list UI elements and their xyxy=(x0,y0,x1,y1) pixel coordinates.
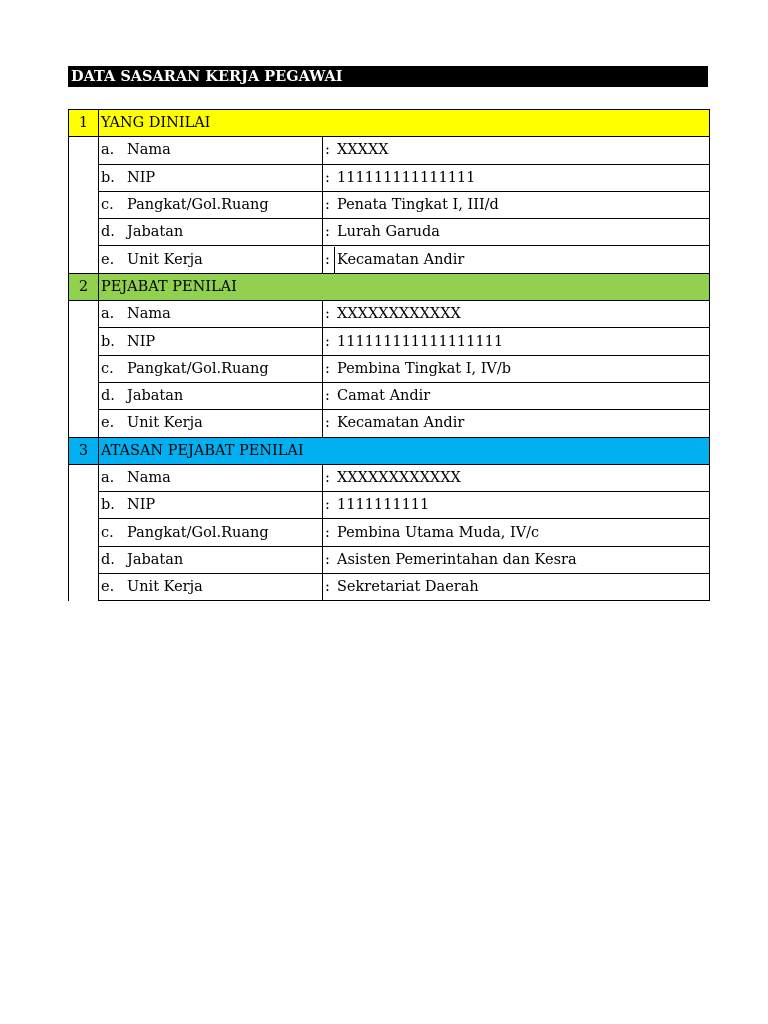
field-value-cell xyxy=(323,328,710,355)
table-row xyxy=(69,355,710,382)
section-number: 2 xyxy=(69,273,99,300)
field-value-cell xyxy=(323,382,710,409)
field-label: Unit Kerja xyxy=(127,415,203,432)
colon: : xyxy=(325,551,330,568)
field-label-cell xyxy=(99,301,323,328)
colon: : xyxy=(325,169,330,186)
field-label: NIP xyxy=(127,333,156,350)
field-label: Nama xyxy=(127,142,171,159)
table-row xyxy=(69,382,710,409)
row-letter: c. xyxy=(101,360,114,377)
section-spacer xyxy=(69,137,99,273)
section-spacer xyxy=(69,464,99,600)
colon: : xyxy=(325,497,330,514)
field-value-cell xyxy=(323,492,710,519)
colon: : xyxy=(325,388,330,405)
field-label: Pangkat/Gol.Ruang xyxy=(127,360,269,377)
field-value: XXXXXXXXXXXX xyxy=(337,306,461,323)
table-row xyxy=(69,191,710,218)
table-row xyxy=(69,328,710,355)
colon: : xyxy=(325,579,330,596)
table-row xyxy=(69,137,710,164)
colon: : xyxy=(325,470,330,486)
field-label: Unit Kerja xyxy=(127,251,203,268)
colon: : xyxy=(325,333,330,350)
row-letter: b. xyxy=(101,169,115,186)
section-title: ATASAN PEJABAT PENILAI xyxy=(99,437,710,464)
colon: : xyxy=(325,360,330,377)
field-label-cell xyxy=(99,246,323,273)
table-row xyxy=(69,574,710,601)
field-label: Jabatan xyxy=(127,224,184,241)
field-label-cell xyxy=(99,410,323,437)
table-row xyxy=(69,164,710,191)
row-letter: e. xyxy=(101,579,115,596)
field-label-cell xyxy=(99,191,323,218)
field-value: XXXXXXXXXXXX xyxy=(337,470,461,486)
field-value-cell xyxy=(323,301,710,328)
field-label: NIP xyxy=(127,169,156,186)
field-value-cell xyxy=(323,410,710,437)
section-header-pejabat-penilai xyxy=(69,273,710,300)
table-row xyxy=(69,246,710,273)
field-label: Nama xyxy=(127,470,171,486)
field-label-cell xyxy=(99,546,323,573)
row-letter: b. xyxy=(101,497,115,514)
field-value-cell xyxy=(323,246,710,273)
field-value: 111111111111111 xyxy=(337,169,476,186)
field-label: Jabatan xyxy=(127,551,184,568)
field-value-cell xyxy=(323,137,710,164)
field-value: Penata Tingkat I, III/d xyxy=(337,197,499,214)
colon: : xyxy=(325,197,330,214)
field-label-cell xyxy=(99,464,323,491)
field-value: Kecamatan Andir xyxy=(337,415,465,432)
field-label-cell xyxy=(99,137,323,164)
field-value-cell xyxy=(323,355,710,382)
row-letter: b. xyxy=(101,333,115,350)
row-letter: d. xyxy=(101,551,115,568)
row-letter: d. xyxy=(101,224,115,241)
field-value: Sekretariat Daerah xyxy=(337,579,479,596)
page-title: DATA SASARAN KERJA PEGAWAI xyxy=(68,66,708,87)
field-value-cell xyxy=(323,546,710,573)
field-label-cell xyxy=(99,492,323,519)
section-number: 3 xyxy=(69,437,99,464)
field-label-cell xyxy=(99,382,323,409)
row-letter: a. xyxy=(101,306,115,323)
field-label-cell xyxy=(99,519,323,546)
section-title: PEJABAT PENILAI xyxy=(99,273,710,300)
row-letter: e. xyxy=(101,251,115,268)
colon: : xyxy=(325,224,330,241)
field-value: 1111111111 xyxy=(337,497,430,514)
table-row xyxy=(69,410,710,437)
field-label-cell xyxy=(99,219,323,246)
section-spacer xyxy=(69,301,99,437)
field-label: Jabatan xyxy=(127,388,184,405)
table-row xyxy=(69,492,710,519)
table-row xyxy=(69,301,710,328)
section-header-atasan-pejabat-penilai xyxy=(69,437,710,464)
colon: : xyxy=(325,415,330,432)
row-letter: a. xyxy=(101,470,115,486)
field-label-cell xyxy=(99,328,323,355)
field-value-cell xyxy=(323,219,710,246)
section-title: YANG DINILAI xyxy=(99,110,710,137)
table-row xyxy=(69,546,710,573)
field-label-cell xyxy=(99,574,323,601)
field-label: Nama xyxy=(127,306,171,323)
colon: : xyxy=(323,247,335,273)
section-header-yang-dinilai xyxy=(69,110,710,137)
colon: : xyxy=(325,306,330,323)
field-value: Kecamatan Andir xyxy=(337,251,465,268)
field-value: Camat Andir xyxy=(337,388,431,405)
row-letter: c. xyxy=(101,197,114,214)
field-value-cell xyxy=(323,464,710,491)
field-label: NIP xyxy=(127,497,156,514)
table-row xyxy=(69,219,710,246)
field-label: Unit Kerja xyxy=(127,579,203,596)
field-value-cell xyxy=(323,574,710,601)
field-value: Lurah Garuda xyxy=(337,224,440,241)
field-label-cell xyxy=(99,164,323,191)
field-value-cell xyxy=(323,164,710,191)
field-value: XXXXX xyxy=(337,142,389,159)
field-value: 111111111111111111 xyxy=(337,333,504,350)
colon: : xyxy=(325,524,330,541)
section-number: 1 xyxy=(69,110,99,137)
table-row xyxy=(69,464,710,491)
field-value: Pembina Utama Muda, IV/c xyxy=(337,524,540,541)
field-label: Pangkat/Gol.Ruang xyxy=(127,197,269,214)
field-value: Pembina Tingkat I, IV/b xyxy=(337,360,512,377)
field-label-cell xyxy=(99,355,323,382)
field-label: Pangkat/Gol.Ruang xyxy=(127,524,269,541)
row-letter: d. xyxy=(101,388,115,405)
field-value-cell xyxy=(323,519,710,546)
field-value: Asisten Pemerintahan dan Kesra xyxy=(337,551,577,568)
employee-data-table xyxy=(68,109,710,601)
field-value-cell xyxy=(323,191,710,218)
row-letter: a. xyxy=(101,142,115,159)
row-letter: c. xyxy=(101,524,114,541)
colon: : xyxy=(325,142,330,159)
row-letter: e. xyxy=(101,415,115,432)
table-row xyxy=(69,519,710,546)
